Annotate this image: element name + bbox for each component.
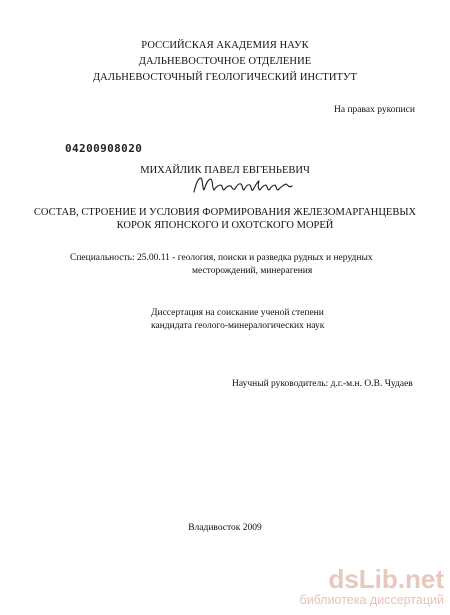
academy-name: РОССИЙСКАЯ АКАДЕМИЯ НАУК	[141, 40, 309, 51]
specialty-line1: Специальность: 25.00.11 - геология, поиски и разведка рудных и нерудных	[70, 253, 373, 263]
watermark-logo: dsLib.net	[328, 564, 444, 594]
degree-line2: кандидата геолого-минералогических наук	[151, 321, 325, 331]
author-name: МИХАЙЛИК ПАВЕЛ ЕВГЕНЬЕВИЧ	[140, 165, 310, 176]
branch-name: ДАЛЬНЕВОСТОЧНОЕ ОТДЕЛЕНИЕ	[138, 56, 312, 67]
watermark-subtitle: библиотека диссертаций	[299, 593, 444, 607]
author-signature	[192, 173, 296, 204]
watermark	[300, 566, 444, 607]
scientific-advisor: Научный руководитель: д.г.-м.н. О.В. Чудаев	[232, 379, 413, 389]
institute-name: ДАЛЬНЕВОСТОЧНЫЙ ГЕОЛОГИЧЕСКИЙ ИНСТИТУТ	[92, 72, 358, 83]
place-and-year: Владивосток 2009	[188, 523, 262, 533]
specialty-line2: месторождений, минерагения	[192, 266, 313, 276]
manuscript-note: На правах рукописи	[334, 105, 415, 115]
degree-line1: Диссертация на соискание ученой степени	[151, 308, 324, 318]
thesis-title-line2: КОРОК ЯПОНСКОГО И ОХОТСКОГО МОРЕЙ	[116, 220, 334, 231]
thesis-title-line1: СОСТАВ, СТРОЕНИЕ И УСЛОВИЯ ФОРМИРОВАНИЯ ЖЕЛЕЗОМАРГАНЦЕВЫХ	[33, 207, 417, 218]
registration-stamp: 04200908020	[65, 142, 143, 155]
signature-icon	[192, 173, 296, 199]
